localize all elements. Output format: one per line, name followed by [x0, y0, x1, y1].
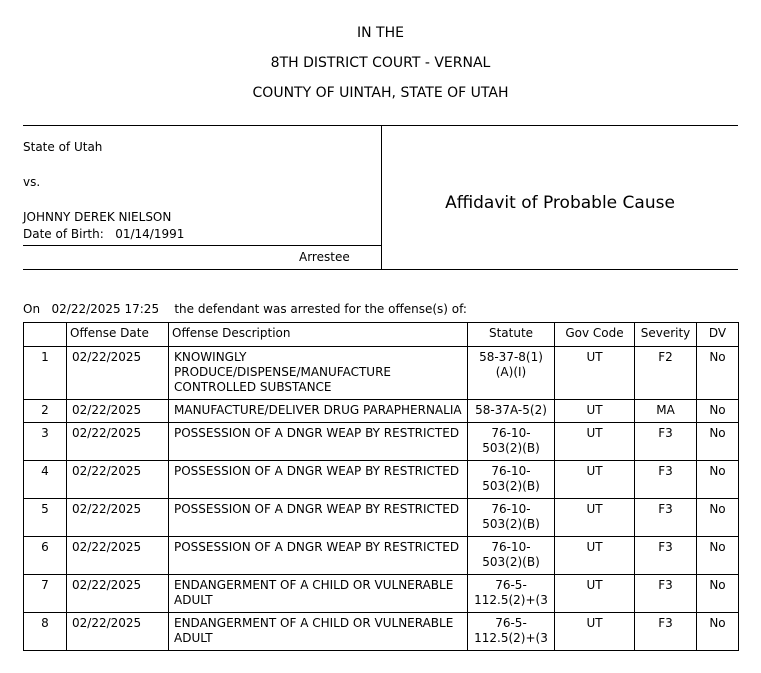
- offense-gov-code: UT: [555, 461, 635, 499]
- offense-statute: 76-10-503(2)(B): [468, 423, 555, 461]
- plaintiff: State of Utah: [23, 140, 103, 154]
- offense-severity: F3: [635, 461, 697, 499]
- offense-dv: No: [697, 347, 739, 400]
- defendant-name: JOHNNY DEREK NIELSON: [23, 210, 172, 224]
- offense-dv: No: [697, 537, 739, 575]
- offense-description: POSSESSION OF A DNGR WEAP BY RESTRICTED: [169, 423, 468, 461]
- court-line-3: COUNTY OF UINTAH, STATE OF UTAH: [252, 85, 509, 101]
- offense-number: 4: [24, 461, 67, 499]
- offense-date: 02/22/2025: [67, 461, 169, 499]
- offense-gov-code: UT: [555, 423, 635, 461]
- offense-dv: No: [697, 575, 739, 613]
- arrestee-label: Arrestee: [299, 250, 350, 264]
- offense-severity: F3: [635, 423, 697, 461]
- table-row: [24, 575, 739, 613]
- offense-description: POSSESSION OF A DNGR WEAP BY RESTRICTED: [169, 499, 468, 537]
- offense-date: 02/22/2025: [67, 400, 169, 423]
- offense-severity: F3: [635, 613, 697, 651]
- offense-statute: 76-5-112.5(2)+(3: [468, 575, 555, 613]
- offense-statute: 58-37A-5(2): [468, 400, 555, 423]
- col-header-severity: Severity: [635, 323, 697, 347]
- arrest-datetime: 02/22/2025 17:25: [51, 302, 160, 316]
- offense-date: 02/22/2025: [67, 575, 169, 613]
- offense-gov-code: UT: [555, 347, 635, 400]
- offense-number: 7: [24, 575, 67, 613]
- offense-dv: No: [697, 461, 739, 499]
- offense-dv: No: [697, 423, 739, 461]
- offense-description: POSSESSION OF A DNGR WEAP BY RESTRICTED: [169, 461, 468, 499]
- offense-date: 02/22/2025: [67, 499, 169, 537]
- offense-description: ENDANGERMENT OF A CHILD OR VULNERABLE ADULT: [169, 575, 468, 613]
- offense-gov-code: UT: [555, 613, 635, 651]
- table-row: [24, 347, 739, 400]
- offense-date: 02/22/2025: [67, 613, 169, 651]
- arrest-statement: [23, 302, 467, 316]
- versus: vs.: [23, 175, 41, 189]
- col-header-offense-date: Offense Date: [67, 323, 169, 347]
- offense-gov-code: UT: [555, 575, 635, 613]
- offense-dv: No: [697, 499, 739, 537]
- table-row: [24, 537, 739, 575]
- col-header-dv: DV: [697, 323, 739, 347]
- col-header-number: [24, 323, 67, 347]
- table-row: [24, 499, 739, 537]
- offense-severity: F3: [635, 499, 697, 537]
- arrest-suffix: the defendant was arrested for the offense(s) of:: [174, 302, 467, 316]
- offense-description: KNOWINGLY PRODUCE/DISPENSE/MANUFACTURE CONTROLLED SUBSTANCE: [169, 347, 468, 400]
- offense-gov-code: UT: [555, 400, 635, 423]
- offense-statute: 58-37-8(1)(A)(I): [468, 347, 555, 400]
- offense-statute: 76-10-503(2)(B): [468, 499, 555, 537]
- offense-description: POSSESSION OF A DNGR WEAP BY RESTRICTED: [169, 537, 468, 575]
- table-header-row: [24, 323, 739, 347]
- offense-date: 02/22/2025: [67, 423, 169, 461]
- date-of-birth: [23, 227, 184, 241]
- offense-number: 3: [24, 423, 67, 461]
- dob-value: 01/14/1991: [115, 227, 185, 241]
- dob-label: Date of Birth:: [23, 227, 104, 241]
- offense-description: ENDANGERMENT OF A CHILD OR VULNERABLE ADULT: [169, 613, 468, 651]
- table-row: [24, 423, 739, 461]
- table-row: [24, 613, 739, 651]
- table-row: [24, 400, 739, 423]
- offense-number: 6: [24, 537, 67, 575]
- offense-number: 2: [24, 400, 67, 423]
- arrest-prefix: On: [23, 302, 41, 316]
- col-header-statute: Statute: [468, 323, 555, 347]
- court-line-2: 8TH DISTRICT COURT - VERNAL: [270, 55, 491, 71]
- offense-number: 1: [24, 347, 67, 400]
- offense-number: 8: [24, 613, 67, 651]
- offense-severity: F2: [635, 347, 697, 400]
- arrestee-divider: [23, 245, 381, 246]
- offense-dv: No: [697, 613, 739, 651]
- court-line-1: IN THE: [357, 25, 404, 41]
- offense-gov-code: UT: [555, 499, 635, 537]
- offense-statute: 76-5-112.5(2)+(3: [468, 613, 555, 651]
- offense-number: 5: [24, 499, 67, 537]
- offense-dv: No: [697, 400, 739, 423]
- offense-gov-code: UT: [555, 537, 635, 575]
- offense-severity: F3: [635, 575, 697, 613]
- offense-table: [23, 322, 739, 651]
- document-title: Affidavit of Probable Cause: [445, 193, 675, 213]
- offense-severity: F3: [635, 537, 697, 575]
- offense-statute: 76-10-503(2)(B): [468, 461, 555, 499]
- offense-date: 02/22/2025: [67, 537, 169, 575]
- offense-severity: MA: [635, 400, 697, 423]
- col-header-gov-code: Gov Code: [555, 323, 635, 347]
- offense-statute: 76-10-503(2)(B): [468, 537, 555, 575]
- table-row: [24, 461, 739, 499]
- offense-description: MANUFACTURE/DELIVER DRUG PARAPHERNALIA: [169, 400, 468, 423]
- col-header-offense-description: Offense Description: [169, 323, 468, 347]
- offense-date: 02/22/2025: [67, 347, 169, 400]
